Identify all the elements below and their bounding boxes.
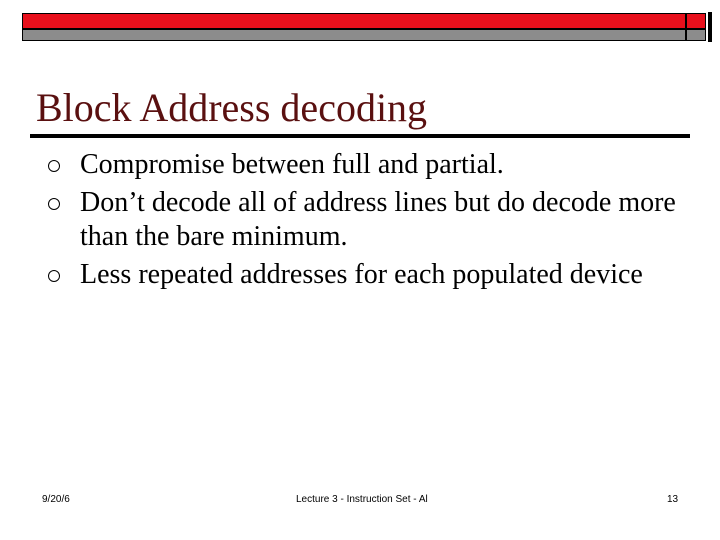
- slide-title: Block Address decoding: [36, 85, 428, 130]
- title-underline: [30, 134, 690, 138]
- bullet-item: [44, 148, 684, 182]
- top-bar-red-stripe: [22, 13, 686, 29]
- bullet-item: [44, 258, 684, 292]
- footer-page-number: 13: [667, 494, 679, 505]
- bullet-text: Less repeated addresses for each populated device: [80, 259, 643, 290]
- bullet-list: [44, 148, 684, 292]
- hollow-circle-bullet-icon: [48, 270, 60, 282]
- footer-date: 9/20/6: [42, 494, 70, 505]
- top-bar-end-cap-red: [686, 13, 706, 29]
- bullet-text: Don’t decode all of address lines but do decode more than the bare minimum.: [80, 187, 676, 252]
- top-bar-end-cap-gray: [686, 29, 706, 41]
- footer-lecture-title: Lecture 3 - Instruction Set - Al: [296, 494, 428, 505]
- hollow-circle-bullet-icon: [48, 198, 60, 210]
- bullet-text: Compromise between full and partial.: [80, 149, 504, 180]
- bullet-item: [44, 186, 684, 254]
- hollow-circle-bullet-icon: [48, 160, 60, 172]
- top-decorative-bar: [22, 13, 686, 37]
- top-bar-end-post: [708, 12, 712, 42]
- top-bar-gray-stripe: [22, 29, 686, 41]
